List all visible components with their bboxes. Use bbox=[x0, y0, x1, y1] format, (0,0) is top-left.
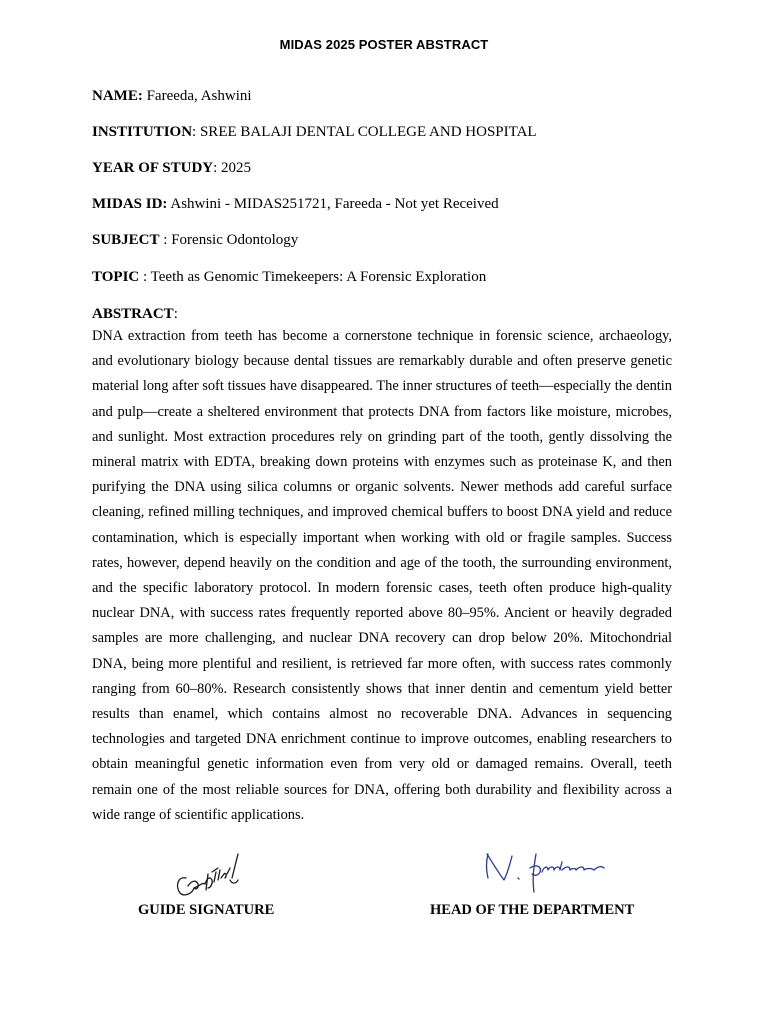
guide-signature-label: GUIDE SIGNATURE bbox=[138, 902, 275, 918]
field-institution-sep: : bbox=[192, 124, 200, 140]
abstract-heading bbox=[92, 306, 178, 323]
field-year-sep: : bbox=[213, 160, 222, 176]
abstract-heading-colon: : bbox=[173, 306, 178, 322]
document-title: MIDAS 2025 POSTER ABSTRACT bbox=[279, 37, 489, 52]
field-subject bbox=[92, 232, 298, 249]
field-institution bbox=[92, 124, 537, 141]
field-year-label: YEAR OF STUDY bbox=[92, 160, 214, 176]
field-midas-id-label: MIDAS ID: bbox=[92, 196, 168, 212]
hod-signature-image bbox=[482, 848, 610, 898]
field-midas-id-value: Ashwini - MIDAS251721, Fareeda - Not yet Received bbox=[170, 196, 499, 212]
field-topic bbox=[92, 269, 486, 286]
field-name-label: NAME bbox=[92, 88, 138, 104]
field-subject-value: Forensic Odontology bbox=[171, 232, 299, 248]
field-subject-label: SUBJECT bbox=[92, 232, 160, 248]
abstract-heading-label: ABSTRACT bbox=[92, 306, 174, 322]
field-topic-value: Teeth as Genomic Timekeepers: A Forensic Exploration bbox=[150, 269, 487, 285]
field-name bbox=[92, 88, 252, 105]
field-institution-value: SREE BALAJI DENTAL COLLEGE AND HOSPITAL bbox=[199, 124, 537, 140]
field-year bbox=[92, 160, 251, 177]
hod-signature-label: HEAD OF THE DEPARTMENT bbox=[430, 902, 635, 918]
field-topic-sep: : bbox=[139, 269, 151, 285]
field-midas-id bbox=[92, 196, 499, 213]
field-name-value: Fareeda, Ashwini bbox=[146, 88, 252, 104]
field-topic-label: TOPIC bbox=[92, 269, 140, 285]
field-name-sep: : bbox=[137, 88, 147, 104]
abstract-body: DNA extraction from teeth has become a cornerstone technique in forensic science, archaeology, and evolutionary biology because dental tissues are remarkably durable and often preserve genetic material long after soft tissues have disappeared. The inner structures of teeth—especially the dentin and pulp—create a sheltered environment that protects DNA from factors like moisture, microbes, and sunlight. Most extraction procedures rely on grinding part of the tooth, gently dissolving the mineral matrix with EDTA, breaking down proteins with enzymes such as proteinase K, and then purifying the DNA using silica columns or organic solvents. Newer methods add careful surface cleaning, refined milling techniques, and improved chemical buffers to boost DNA yield and reduce contamination, which is especially important when working with old or fragile samples. Success rates, however, depend heavily on the condition and age of the tooth, the surrounding environment, and the specific laboratory protocol. In modern forensic cases, teeth often produce high-quality nuclear DNA, with success rates frequently reported above 80–95%. Ancient or heavily degraded samples are more challenging, and nuclear DNA recovery can drop below 20%. Mitochondrial DNA, being more plentiful and resilient, is retrieved far more often, with success rates commonly ranging from 60–80%. Research consistently shows that inner dentin and cementum yield better results than enamel, which contains almost no recoverable DNA. Advances in sequencing technologies and targeted DNA enrichment continue to improve outcomes, enabling researchers to obtain meaningful genetic information even from very old or damaged remains. Overall, teeth remain one of the most reliable sources for DNA, offering both durability and flexibility across a wide range of scientific applications. bbox=[92, 328, 672, 823]
field-subject-sep: : bbox=[159, 232, 172, 248]
guide-signature-image bbox=[172, 850, 244, 900]
field-year-value: 2025 bbox=[221, 160, 252, 176]
field-institution-label: INSTITUTION bbox=[92, 124, 193, 140]
